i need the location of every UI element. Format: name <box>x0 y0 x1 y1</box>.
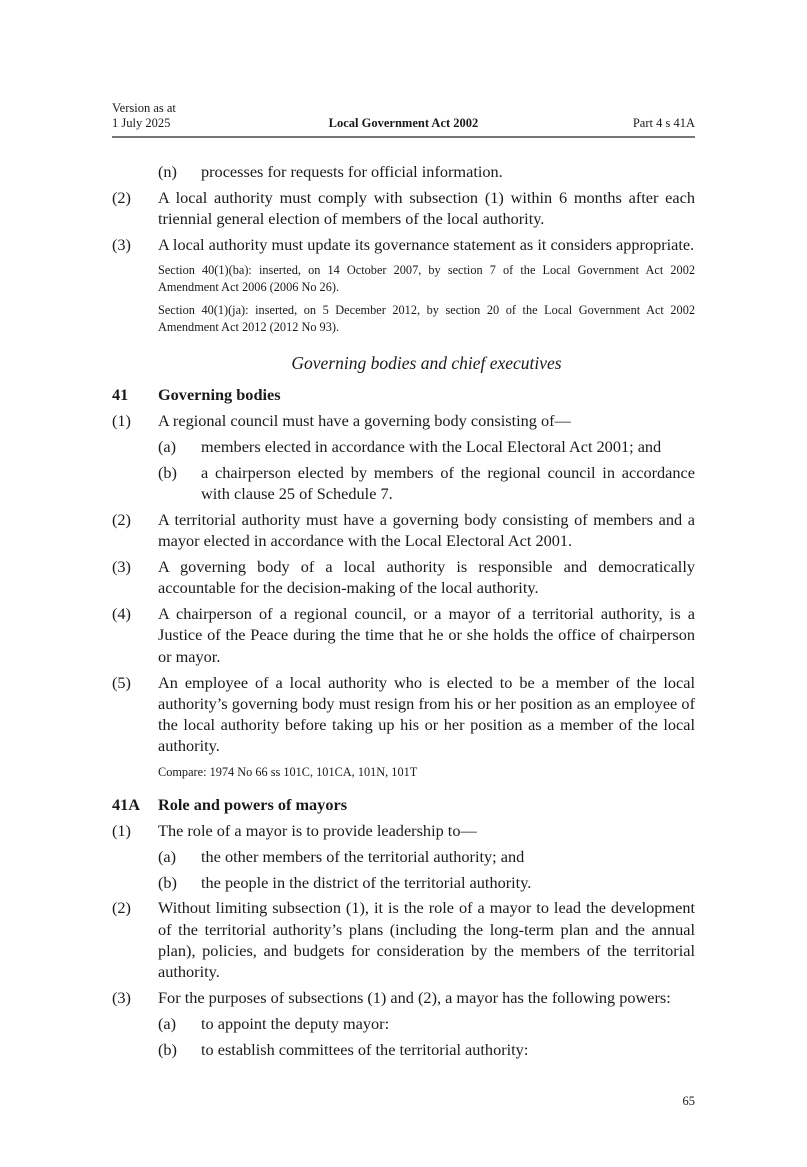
paragraph <box>112 846 695 867</box>
paragraph-text: to appoint the deputy mayor: <box>201 1013 390 1033</box>
subsection <box>112 509 695 552</box>
subsection-text: Without limiting subsection (1), it is the role of a mayor to lead the development of the territorial authority’s plans (including the long-term plan and the annual plan), policies, and budgets for consideration by the members of the territorial authority. <box>158 898 695 982</box>
subsection-label: (2) <box>112 898 131 918</box>
subsection <box>112 897 695 982</box>
act-title: Local Government Act 2002 <box>328 116 479 130</box>
subsection-label: (1) <box>112 821 131 841</box>
section-title: Governing bodies <box>158 385 281 405</box>
version-label: Version as at <box>112 101 176 115</box>
header-rule <box>112 136 695 138</box>
paragraph-label: (n) <box>158 162 177 181</box>
paragraph <box>112 1013 695 1034</box>
subsection-text: A chairperson of a regional council, or a mayor of a territorial authority, is a Justice of the Peace during the time that he or she holds the office of chairperson or mayor. <box>158 604 695 666</box>
subsection-text: A governing body of a local authority is responsible and democratically accountable for the decision-making of the local authority. <box>158 557 695 598</box>
paragraph <box>112 161 695 182</box>
subsection <box>112 603 695 667</box>
amendment-note: Section 40(1)(ba): inserted, on 14 October 2007, by section 7 of the Local Government Act 2002 Amendment Act 2006 (2006 No 26). <box>158 263 695 294</box>
section-number: 41A <box>112 795 141 815</box>
subsection-text: A territorial authority must have a governing body consisting of members and a mayor elected in accordance with the Local Electoral Act 2001. <box>158 509 695 551</box>
version-date: 1 July 2025 <box>112 116 171 130</box>
document-body <box>112 161 695 1060</box>
paragraph-label: (a) <box>158 846 177 866</box>
paragraph-text: the people in the district of the territorial authority. <box>201 872 532 892</box>
subsection-label: (4) <box>112 604 131 624</box>
paragraph-text: the other members of the territorial authority; and <box>201 846 525 866</box>
subsection-text: A local authority must comply with subsection (1) within 6 months after each triennial general election of members of the local authority. <box>158 187 695 229</box>
paragraph <box>112 462 695 505</box>
subsection-text: The role of a mayor is to provide leadership to— <box>158 821 477 841</box>
subsection <box>112 820 695 841</box>
page-number: 65 <box>682 1094 695 1108</box>
paragraph-text: to establish committees of the territorial authority: <box>201 1039 529 1059</box>
paragraph-label: (b) <box>158 462 177 482</box>
paragraph-label: (a) <box>158 1013 177 1033</box>
compare-note: Compare: 1974 No 66 ss 101C, 101CA, 101N, 101T <box>158 764 418 779</box>
subsection <box>112 556 695 599</box>
subsection-label: (2) <box>112 187 131 207</box>
subsection-label: (3) <box>112 234 131 254</box>
paragraph-text: processes for requests for official information. <box>201 162 503 181</box>
subsection-text: A regional council must have a governing body consisting of— <box>158 411 571 431</box>
subsection-label: (3) <box>112 557 131 577</box>
subsection-label: (1) <box>112 411 131 431</box>
subsection-text: For the purposes of subsections (1) and (2), a mayor has the following powers: <box>158 988 671 1008</box>
cross-heading: Governing bodies and chief executives <box>291 353 562 374</box>
subsection-label: (5) <box>112 672 131 692</box>
subsection <box>112 672 695 757</box>
paragraph <box>112 436 695 457</box>
paragraph-label: (b) <box>158 872 177 892</box>
subsection <box>112 234 695 255</box>
paragraph-text: a chairperson elected by members of the regional council in accordance with clause 25 of Schedule 7. <box>201 462 695 504</box>
paragraph-label: (b) <box>158 1039 177 1059</box>
part-section-ref: Part 4 s 41A <box>632 116 695 130</box>
subsection-text: An employee of a local authority who is elected to be a member of the local authority’s governing body must resign from his or her position as an employee of the local authority before taking up his or her position as a member of the local authority. <box>158 672 695 756</box>
section-title: Role and powers of mayors <box>158 795 348 815</box>
amendment-note: Section 40(1)(ja): inserted, on 5 December 2012, by section 20 of the Local Government Act 2002 Amendment Act 2012 (2012 No 93). <box>158 303 695 334</box>
subsection-label: (2) <box>112 509 131 529</box>
subsection-label: (3) <box>112 988 131 1008</box>
paragraph-text: members elected in accordance with the Local Electoral Act 2001; and <box>201 437 662 457</box>
paragraph <box>112 872 695 893</box>
paragraph <box>112 1039 695 1060</box>
subsection <box>112 987 695 1008</box>
subsection <box>112 187 695 230</box>
subsection-text: A local authority must update its governance statement as it considers appropriate. <box>158 234 695 254</box>
subsection <box>112 410 695 431</box>
section-heading <box>112 384 695 405</box>
section-heading <box>112 794 695 815</box>
paragraph-label: (a) <box>158 437 177 457</box>
section-number: 41 <box>112 385 129 405</box>
